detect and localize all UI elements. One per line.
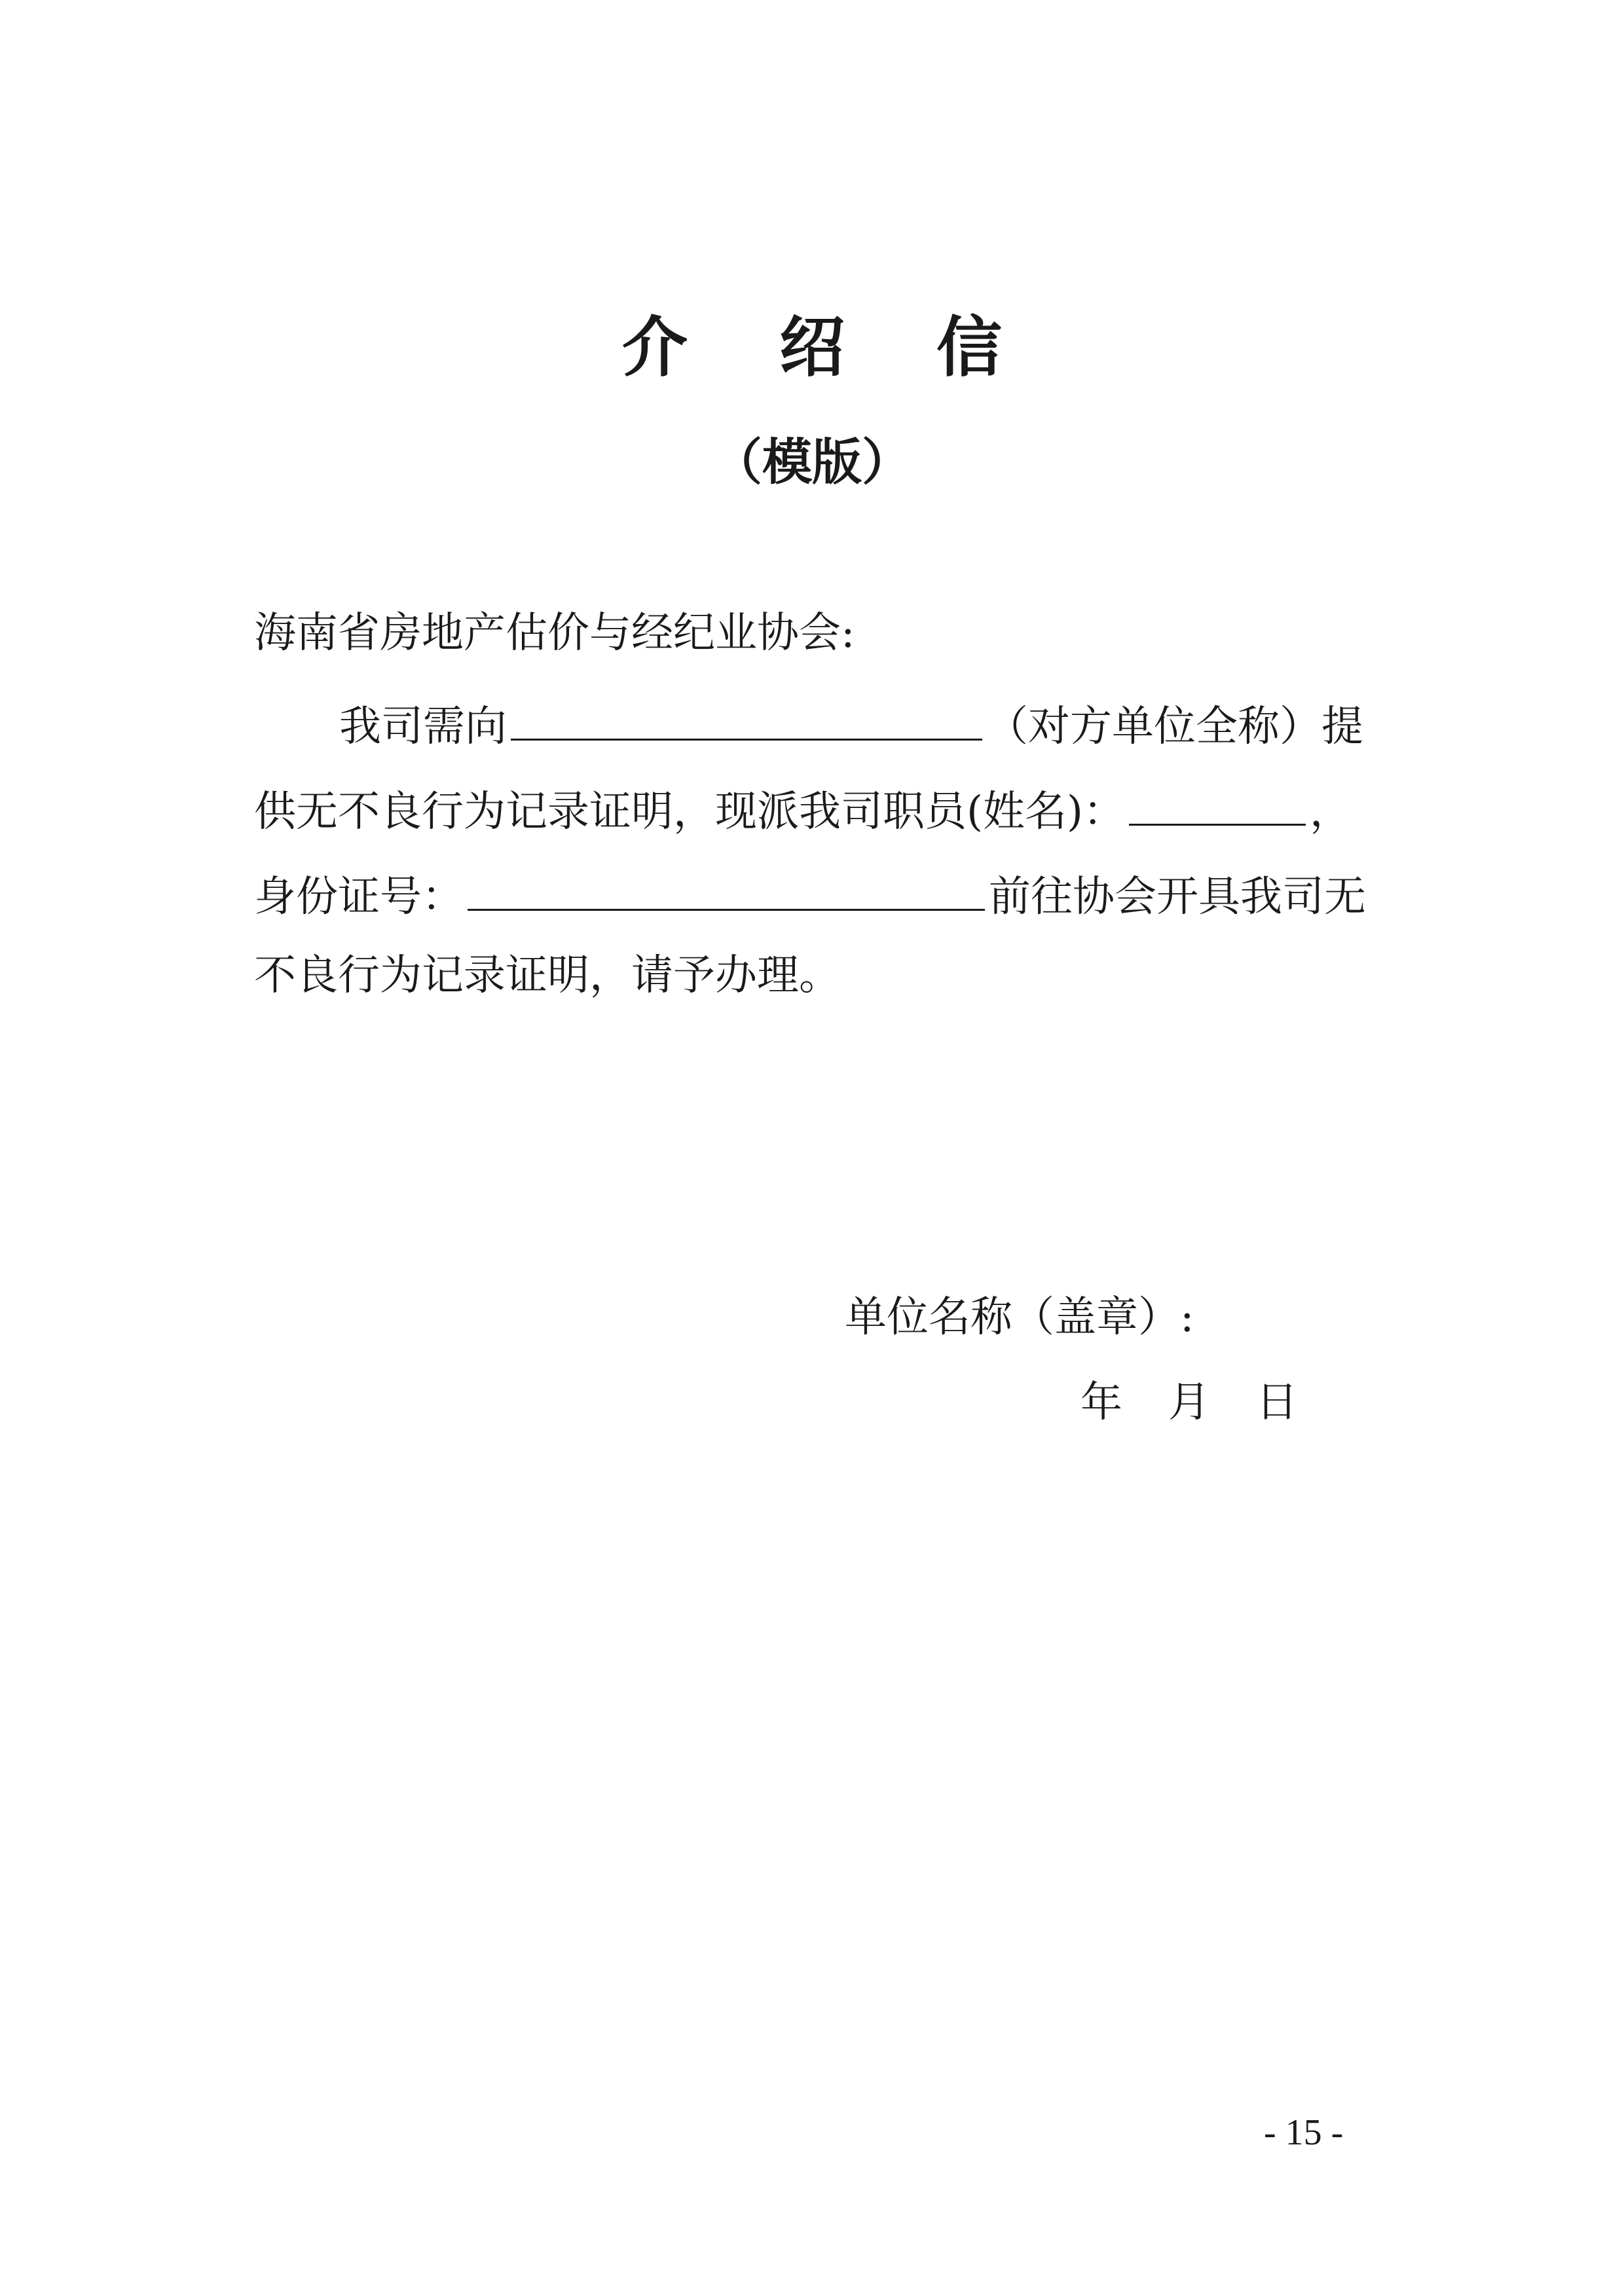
- body-line-2: [254, 784, 1352, 836]
- document-subtitle: （模版）: [712, 433, 912, 491]
- page-number: - 15 -: [1264, 2112, 1344, 2153]
- date-year: 年: [1080, 1378, 1122, 1427]
- employee-name-blank[interactable]: [1129, 784, 1306, 826]
- date-month: 月: [1168, 1378, 1210, 1427]
- signature-unit-label: 单位名称（盖章）:: [845, 1293, 1194, 1342]
- body-line-2-end: ，: [1309, 788, 1352, 836]
- recipient-unit-blank[interactable]: [511, 699, 982, 741]
- body-line-3-end: 前往协会开具我司无: [989, 873, 1366, 921]
- body-line-1-end: （对方单位全称）提: [986, 703, 1363, 751]
- id-number-blank[interactable]: [468, 870, 985, 911]
- date-day: 日: [1256, 1378, 1298, 1427]
- body-line-1-start: 我司需向: [339, 703, 507, 751]
- body-line-2-start: 供无不良行为记录证明，现派我司职员(姓名)：: [254, 788, 1125, 836]
- salutation: 海南省房地产估价与经纪业协会:: [254, 609, 855, 657]
- body-line-4: 不良行为记录证明，请予办理。: [254, 951, 841, 1000]
- body-line-1: [339, 699, 1363, 751]
- body-line-3-start: 身份证号：: [254, 873, 464, 921]
- body-line-3: [254, 870, 1366, 921]
- signature-date: [1080, 1378, 1344, 1427]
- document-title: 介绍信: [622, 308, 1094, 386]
